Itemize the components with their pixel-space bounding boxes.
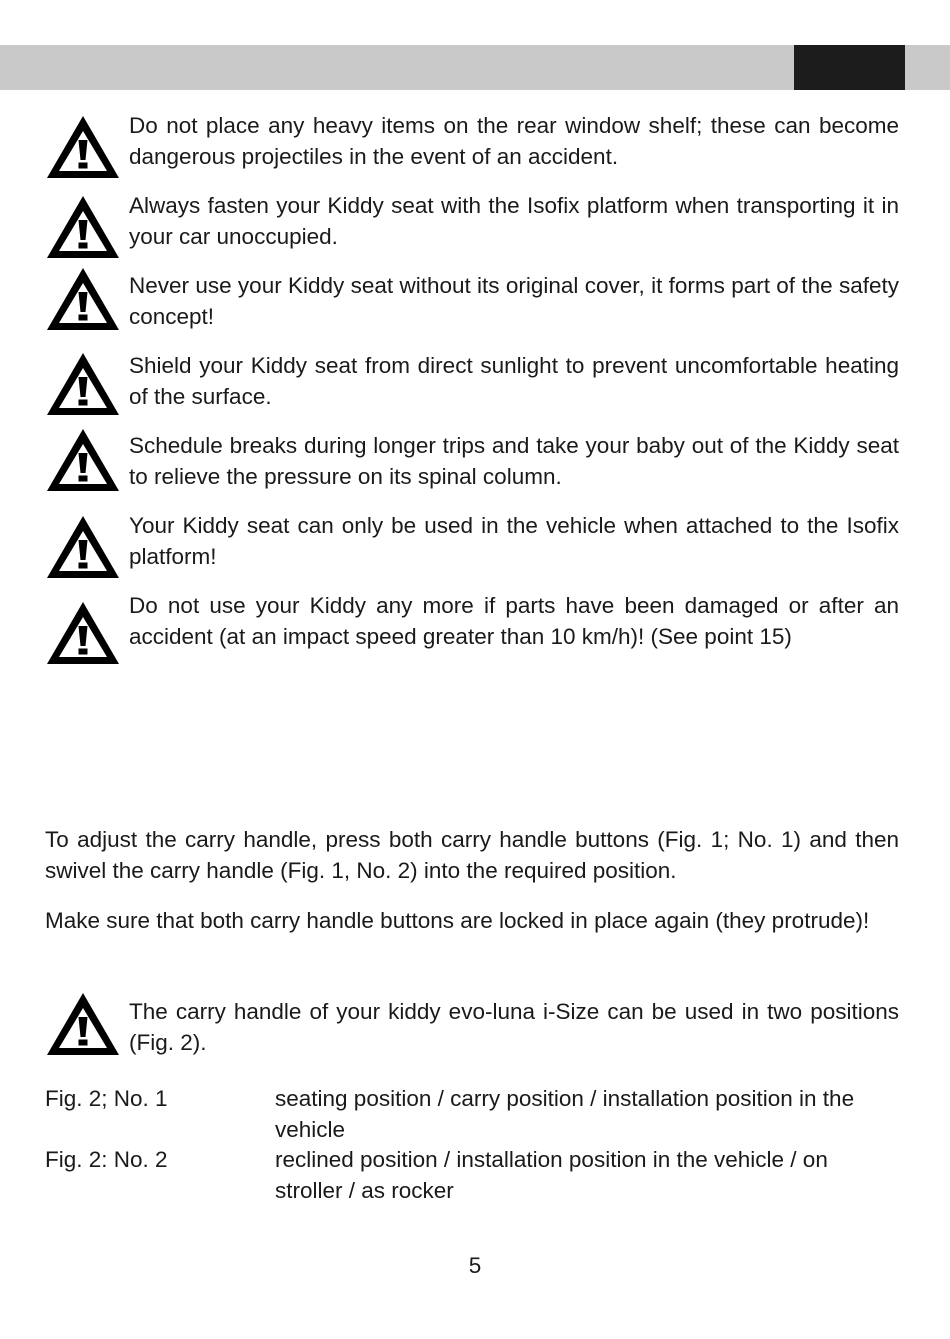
warning-text: Your Kiddy seat can only be used in the vehicle when attached to the Isofix platform! — [129, 513, 899, 569]
carry-handle-paragraph: To adjust the carry handle, press both carry handle buttons (Fig. 1; No. 1) and then swivel the carry handle (Fig. 1, No. 2) into the required position. — [45, 827, 899, 883]
warning-text: Always fasten your Kiddy seat with the Isofix platform when transporting it in your car unoccupied. — [129, 193, 899, 249]
position-label: Fig. 2; No. 1 — [45, 1086, 168, 1111]
position-description: reclined position / installation position in the vehicle / on stroller / as rocker — [275, 1147, 828, 1203]
warning-text: The carry handle of your kiddy evo-luna i-Size can be used in two positions (Fig. 2). — [129, 999, 899, 1055]
warning-text: Do not place any heavy items on the rear window shelf; these can become dangerous projectiles in the event of an accident. — [129, 113, 899, 169]
warning-triangle-icon — [45, 600, 121, 666]
warning-text: Never use your Kiddy seat without its original cover, it forms part of the safety concept! — [129, 273, 899, 329]
warning-triangle-icon — [45, 266, 121, 332]
header-black-tab — [794, 45, 905, 90]
warning-triangle-icon — [45, 351, 121, 417]
page-number: 5 — [468, 1253, 482, 1278]
warning-triangle-icon — [45, 514, 121, 580]
warning-triangle-icon — [45, 427, 121, 493]
warning-text: Shield your Kiddy seat from direct sunlight to prevent uncomfortable heating of the surface. — [129, 353, 899, 409]
warning-triangle-icon — [45, 114, 121, 180]
warning-triangle-icon — [45, 991, 121, 1057]
warning-text: Schedule breaks during longer trips and take your baby out of the Kiddy seat to relieve the pressure on its spinal column. — [129, 433, 899, 489]
position-label: Fig. 2: No. 2 — [45, 1147, 168, 1172]
position-description: seating position / carry position / installation position in the vehicle — [275, 1086, 855, 1142]
warning-text: Do not use your Kiddy any more if parts have been damaged or after an accident (at an impact speed greater than 10 km/h)! (See point 15) — [129, 593, 899, 649]
warning-triangle-icon — [45, 194, 121, 260]
carry-handle-lock-paragraph: Make sure that both carry handle buttons are locked in place again (they protrude)! — [45, 908, 870, 933]
